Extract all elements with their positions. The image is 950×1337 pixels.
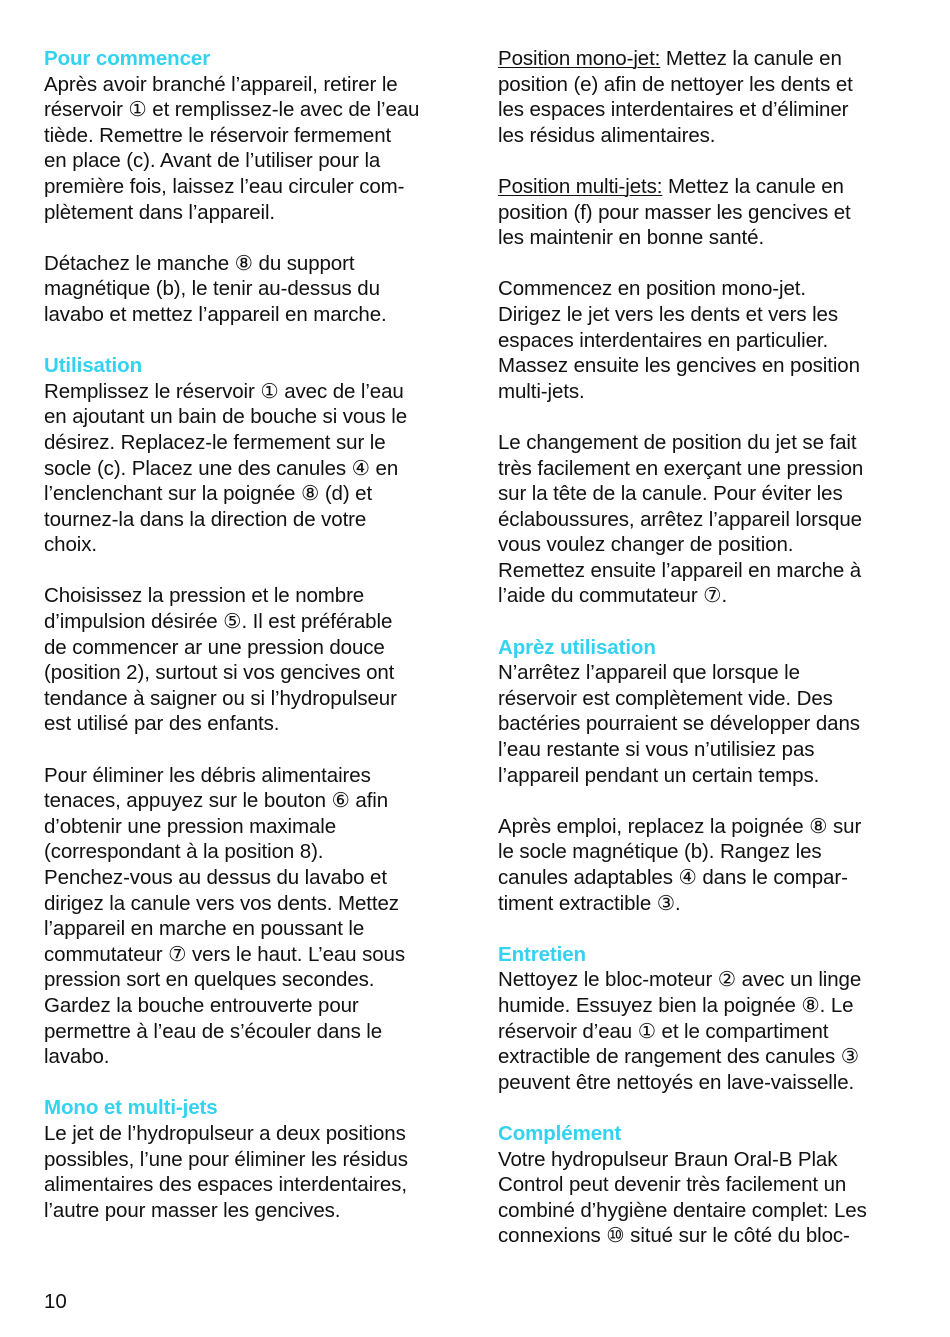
term-label: Position multi-jets:	[498, 174, 663, 198]
text-line: Le jet de l’hydropulseur a deux positions	[44, 1121, 406, 1145]
text-line: humide. Essuyez bien la poignée ⑧. Le	[498, 993, 854, 1017]
text-line: l’eau restante si vous n’utilisiez pas	[498, 738, 815, 762]
text-line: lavabo.	[44, 1045, 110, 1069]
text-line: position (e) afin de nettoyer les dents et	[498, 72, 853, 96]
text-line: Penchez-vous au dessus du lavabo et	[44, 866, 387, 889]
text-line	[498, 46, 918, 72]
page-number: 10	[44, 1290, 67, 1313]
text-line: dirigez la canule vers vos dents. Mettez	[44, 891, 399, 915]
text-line: choix.	[44, 533, 97, 557]
text-span: Mettez la canule en	[660, 47, 842, 70]
text-line	[498, 174, 918, 200]
text-line: première fois, laissez l’eau circuler com-	[44, 174, 405, 198]
text-line: Control peut devenir très facilement un	[498, 1173, 847, 1197]
text-line: commutateur ⑦ vers le haut. L’eau sous	[44, 942, 405, 966]
text-line: alimentaires des espaces interdentaires,	[44, 1173, 407, 1197]
paragraph	[498, 1147, 918, 1249]
text-line: sur la tête de la canule. Pour éviter les	[498, 482, 843, 506]
text-line: les espaces interdentaires et d’éliminer	[498, 98, 849, 122]
text-line: peuvent être nettoyés en lave-vaisselle.	[498, 1070, 855, 1094]
text-line: Pour éliminer les débris alimentaires	[44, 763, 371, 787]
text-line: tendance à saigner ou si l’hydropulseur	[44, 686, 397, 710]
text-line: très facilement en exerçant une pression	[498, 456, 864, 480]
text-line: Dirigez le jet vers les dents et vers les	[498, 302, 838, 326]
paragraph	[498, 174, 918, 251]
text-line: pression sort en quelques secondes.	[44, 968, 375, 992]
section-heading: Utilisation	[44, 354, 142, 378]
text-line: permettre à l’eau de s’écouler dans le	[44, 1019, 383, 1043]
text-line: en ajoutant un bain de bouche si vous le	[44, 405, 407, 429]
text-span: Mettez la canule en	[662, 174, 844, 198]
text-line: l’autre pour masser les gencives.	[44, 1198, 341, 1222]
text-line: Nettoyez le bloc-moteur ② avec un linge	[498, 968, 862, 992]
section-heading: Aprèz utilisation	[498, 635, 656, 659]
text-line: l’enclenchant sur la poignée ⑧ (d) et	[44, 482, 373, 506]
text-line: Après emploi, replacez la poignée ⑧ sur	[498, 814, 862, 838]
text-line: le socle magnétique (b). Rangez les	[498, 840, 822, 864]
paragraph	[44, 72, 458, 226]
text-line: Après avoir branché l’appareil, retirer le	[44, 72, 398, 96]
text-line: extractible de rangement des canules ③	[498, 1045, 860, 1069]
text-line: Le changement de position du jet se fait	[498, 430, 857, 454]
text-line: connexions ⑩ situé sur le côté du bloc-	[498, 1224, 850, 1248]
text-line: position (f) pour masser les gencives et	[498, 200, 851, 224]
text-line: (position 2), surtout si vos gencives ont	[44, 661, 395, 685]
text-line: désirez. Replacez-le fermement sur le	[44, 430, 386, 454]
text-line: les maintenir en bonne santé.	[498, 226, 765, 250]
text-line: N’arrêtez l’appareil que lorsque le	[498, 661, 800, 685]
paragraph	[498, 430, 918, 609]
text-line: socle (c). Placez une des canules ④ en	[44, 456, 399, 480]
text-line: réservoir d’eau ① et le compartiment	[498, 1019, 829, 1043]
text-line: d’impulsion désirée ⑤. Il est préférable	[44, 610, 393, 634]
paragraph	[44, 379, 458, 558]
section-heading: Complément	[498, 1121, 622, 1145]
text-line: d’obtenir une pression maximale	[44, 814, 337, 838]
text-line: possibles, l’une pour éliminer les résidus	[44, 1147, 408, 1171]
text-line: l’aide du commutateur ⑦.	[498, 584, 728, 608]
text-line: Remettez ensuite l’appareil en marche à	[498, 558, 862, 582]
text-line: réservoir est complètement vide. Des	[498, 686, 833, 710]
section-heading: Pour commencer	[44, 47, 211, 70]
paragraph	[44, 1121, 458, 1223]
text-line: les résidus alimentaires.	[498, 123, 716, 147]
text-line: multi-jets.	[498, 379, 585, 403]
text-line: en place (c). Avant de l’utiliser pour la	[44, 149, 381, 173]
section-heading: Entretien	[498, 942, 586, 966]
paragraph	[498, 276, 918, 404]
text-line: magnétique (b), le tenir au-dessus du	[44, 277, 380, 301]
right-column	[498, 46, 918, 1249]
text-line: l’appareil en marche en poussant le	[44, 917, 365, 941]
left-column	[44, 46, 458, 1223]
text-line: combiné d’hygiène dentaire complet: Les	[498, 1198, 867, 1222]
text-line: canules adaptables ④ dans le compar-	[498, 866, 848, 889]
paragraph	[498, 660, 918, 788]
text-line: de commencer ar une pression douce	[44, 635, 385, 659]
text-line: est utilisé par des enfants.	[44, 712, 280, 736]
text-line: tenaces, appuyez sur le bouton ⑥ afin	[44, 789, 389, 813]
text-line: Commencez en position mono-jet.	[498, 277, 806, 301]
text-line: Massez ensuite les gencives en position	[498, 354, 860, 378]
text-line: éclaboussures, arrêtez l’appareil lorsque	[498, 507, 862, 531]
text-line: plètement dans l’appareil.	[44, 200, 276, 224]
text-line: espaces interdentaires en particulier.	[498, 328, 829, 352]
text-line: Détachez le manche ⑧ du support	[44, 251, 355, 275]
section-heading: Mono et multi-jets	[44, 1096, 218, 1120]
text-line: réservoir ① et remplissez-le avec de l’eau	[44, 98, 420, 122]
text-line: Votre hydropulseur Braun Oral-B Plak	[498, 1147, 838, 1171]
text-line: timent extractible ③.	[498, 891, 681, 915]
text-line: Choisissez la pression et le nombre	[44, 584, 365, 608]
paragraph	[44, 251, 458, 328]
text-line: Remplissez le réservoir ① avec de l’eau	[44, 379, 404, 403]
text-line: tournez-la dans la direction de votre	[44, 507, 367, 531]
paragraph	[498, 814, 918, 916]
text-line: vous voulez changer de position.	[498, 533, 794, 557]
text-line: lavabo et mettez l’appareil en marche.	[44, 302, 387, 326]
paragraph	[44, 583, 458, 737]
text-line: l’appareil pendant un certain temps.	[498, 763, 820, 787]
paragraph	[498, 967, 918, 1095]
term-label: Position mono-jet:	[498, 47, 661, 70]
text-line: tiède. Remettre le réservoir fermement	[44, 123, 392, 147]
paragraph	[44, 763, 458, 1070]
text-line: bactéries pourraient se développer dans	[498, 712, 860, 736]
text-line: Gardez la bouche entrouverte pour	[44, 993, 359, 1017]
text-line: (correspondant à la position 8).	[44, 840, 324, 864]
paragraph	[498, 46, 918, 148]
